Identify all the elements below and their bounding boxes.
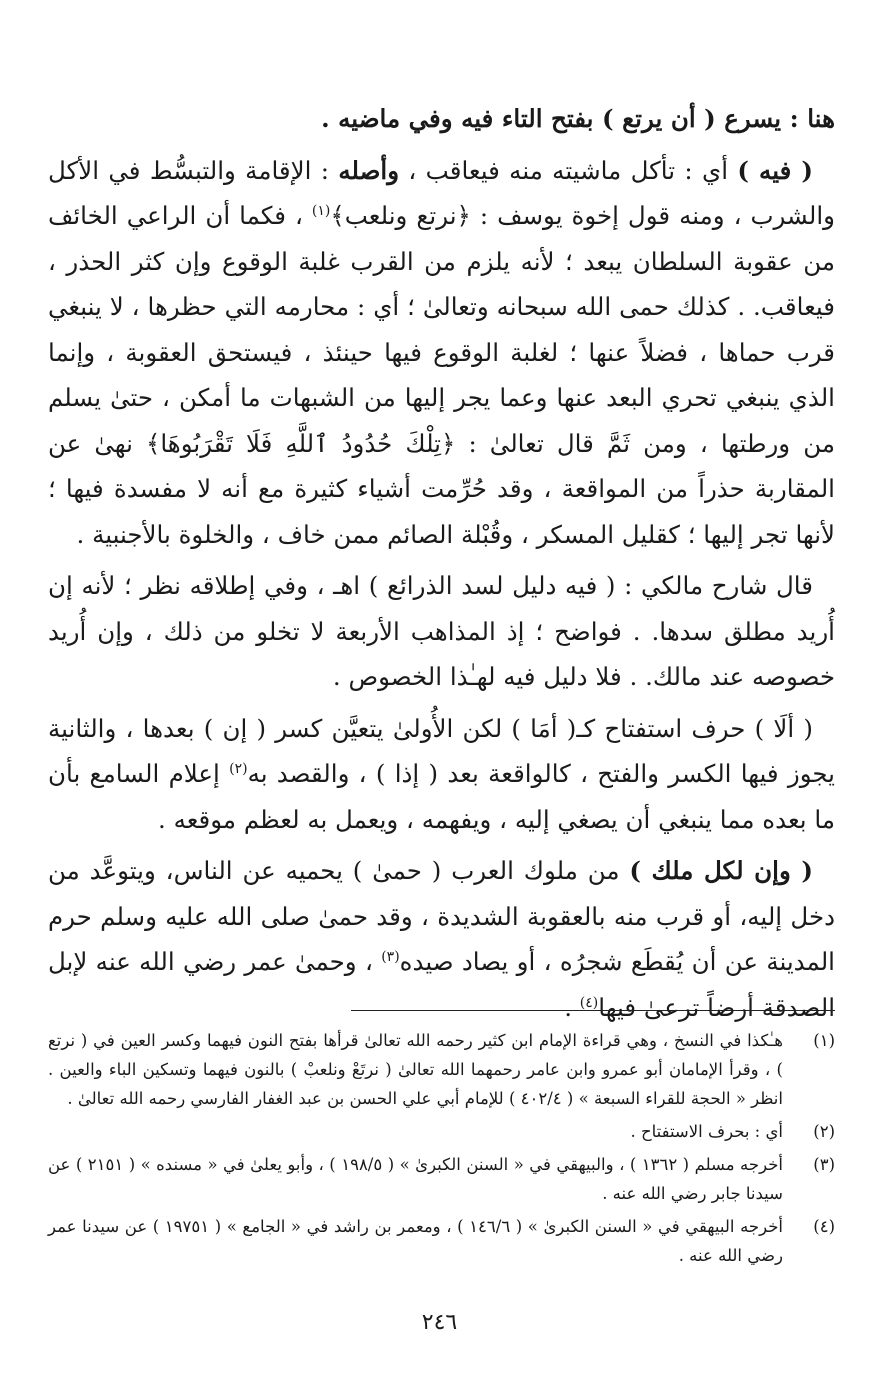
paragraph-2 [48,148,835,558]
paragraph-2-part-d: ، فكما أن الراعي الخائف من عقوبة السلطان يبعد ؛ لأنه يلزم من القرب غلبة الوقوع وإن كثر الحذر ، فيعاقب. . كذلك حمى الله سبحانه وتعالىٰ ؛ أي : محارمه التي حظرها ، لا ينبغي قرب حماها ، فضلاً عنها ؛ لغلبة الوقوع فيها حينئذ ، فيستحق العقوبة ، وإنما الذي ينبغي تحري البعد عنها وعما يجر إليها من الشبهات ما أمكن ، حتىٰ يسلم من ورطتها ، ومن ثَمَّ قال تعالىٰ : ﴿تِلْكَ حُدُودُ ٱللَّهِ فَلَا تَقْرَبُوهَا﴾ نهىٰ عن المقاربة حذراً من المواقعة ، وقد حُرِّمت أشياء كثيرة مع أنه لا مفسدة فيها ؛ لأنها تجر إليها ؛ كقليل المسكر ، وقُبْلة الصائم ممن خاف ، والخلوة بالأجنبية . [48,201,836,549]
footnote-text: هـٰكذا في النسخ ، وهي قراءة الإمام ابن كثير رحمه الله تعالىٰ قرأها بفتح النون فيهما وكسر العين في ( نرتع ) ، وقرأ الإمامان أبو عمرو وابن عامر رحمهما الله تعالىٰ ( نرتَعْ ونلعبْ ) بالنون فيهما وتسكين الباء والعين . انظر « الحجة للقراء السبعة » ( ٤٠٢/٤ ) للإمام أبي علي الحسن بن عبد الغفار الفارسي رحمه الله تعالىٰ . [48,1031,783,1108]
asluhu-label: وأصله [338,155,400,185]
footnote-number: (٤) [813,1217,835,1236]
footnote-text: أخرجه البيهقي في « السنن الكبرىٰ » ( ١٤٦/٦ ) ، ومعمر بن راشد في « الجامع » ( ١٩٧٥١ ) عن سيدنا عمر رضي الله عنه . [48,1217,783,1265]
footnote-3 [48,1150,835,1208]
paragraph-2-part-c: : الإقامة والتبسُّط في الأكل والشرب ، ومنه قول إخوة يوسف : ﴿نرتع ونلعب﴾ [48,155,836,230]
paragraph-1-text: هنا : يسرع ( أن يرتع ) بفتح التاء فيه وفي ماضيه . [321,104,835,133]
footnote-number: (٣) [813,1155,835,1174]
page-number: ٢٤٦ [421,1310,458,1335]
paragraph-3: قال شارح مالكي : ( فيه دليل لسد الذرائع ) اهـ ، وفي إطلاقه نظر ؛ لأنه إن أُريد مطلق سدها. . فواضح ؛ إذ المذاهب الأربعة لا تخلو من ذلك ، وإن أُريد خصوصه عند مالك. . فلا دليل فيه لهـٰذا الخصوص . [48,571,835,691]
footnote-2 [48,1117,835,1146]
footnote-text: أخرجه مسلم ( ١٣٦٢ ) ، والبيهقي في « السنن الكبرىٰ » ( ١٩٨/٥ ) ، وأبو يعلىٰ في « مسنده » ( ٢١٥١ ) عن سيدنا جابر رضي الله عنه . [48,1155,783,1203]
footnote-text: أي : بحرف الاستفتاح . [630,1122,783,1141]
main-text [48,96,835,1030]
footnote-ref-4[interactable]: (٤) [579,994,599,1011]
paragraph-5-part-c: . [564,992,580,1022]
paragraph-1 [48,96,835,142]
paragraph-4 [48,706,835,843]
footnote-ref-1[interactable]: (١) [311,202,331,219]
footnotes [48,1026,835,1274]
footnote-separator [351,1010,835,1011]
paragraph-5-part-b: ، وحمىٰ عمر رضي الله عنه لإبل الصدقة أرضاً ترعىٰ فيها [48,947,835,1022]
footnote-number: (٢) [813,1122,835,1141]
footnote-number: (١) [813,1031,835,1050]
paragraph-5-part-a: من ملوك العرب ( حمىٰ ) يحميه عن الناس، ويتوعَّد من دخل إليه، أو قرب منه بالعقوبة الشديدة ، وقد حمىٰ صلى الله عليه وسلم حرم المدينة عن أن يُقطَع شجرُه ، أو يصاد صيده [48,856,835,976]
paragraph-4-part-a: ( ألَا ) حرف استفتاح كـ( أمَا ) لكن الأُولىٰ يتعيَّن كسر ( إن ) بعدها ، والثانية يجوز فيها الكسر والفتح ، كالواقعة بعد ( إذا ) ، والقصد به [48,713,836,788]
lemma-fihi: ( فيه ) [737,155,813,185]
paragraph-4-part-b: إعلام السامع بأن ما بعده مما ينبغي أن يصغي إليه ، ويفهمه ، ويعمل به لعظم موقعه . [48,759,835,834]
footnote-ref-2[interactable]: (٢) [229,760,248,777]
footnote-4 [48,1212,835,1270]
paragraph-2-part-a: أي : تأكل ماشيته منه فيعاقب ، [399,155,738,185]
lemma-wa-inna-likulli-malik: ( وإن لكل ملك ) [629,856,813,885]
paragraph-5 [48,848,835,1030]
footnote-1 [48,1026,835,1113]
footnote-ref-3[interactable]: (٣) [381,948,400,965]
